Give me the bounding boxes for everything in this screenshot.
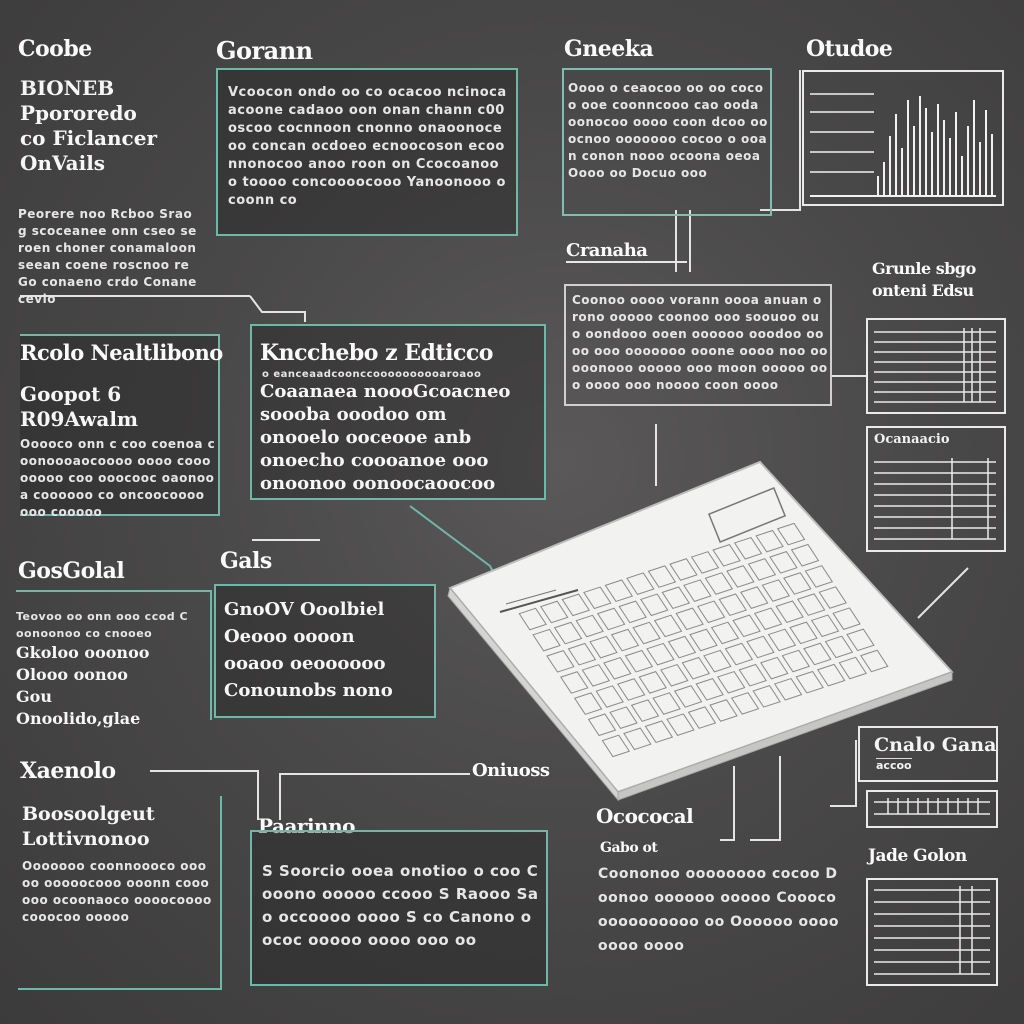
header-top-right: Gneeka — [564, 36, 654, 62]
center-body: Coaanaea noooGcoacneo soooba ooodoo om onooelo ooceooe anb onoecho coooanoe ooo onoonoo oonoocaoocoo — [260, 381, 511, 494]
connector-line — [250, 296, 305, 322]
header-top-left: Coobe — [18, 36, 92, 62]
bottom-right-sub: Gabo ot — [600, 840, 658, 856]
right-card-3-title: Cnalo Gana — [874, 734, 997, 756]
panel-mid-left — [20, 334, 223, 519]
panel-lower-mid — [214, 584, 436, 718]
chart-bars — [878, 96, 992, 196]
right-card-1 — [866, 318, 1006, 414]
mid-left-body: Ooooco onn c coo coenoa coonoooaocoooo oooo cooo ooooo coo ooocooc oaonooa coooooo co oncoocoooo ooo cooooo — [20, 437, 216, 519]
bottom-left-heading: Boosoolgeut Lottivnonoo — [22, 803, 155, 850]
connector-line — [750, 756, 780, 840]
chart-panel — [802, 70, 1004, 206]
right-card-5-graphic — [868, 880, 996, 984]
right-card-2 — [866, 426, 1006, 552]
center-subtitle: o eanceaadcoonccoooooooooaroaoo — [262, 369, 482, 380]
panel-bottom-mid — [250, 830, 548, 986]
chart-grid-lines — [810, 94, 874, 172]
top-mid-body: Vcoocon ondo oo co ocacoo ncinocaacoone cadaoo oon onan chann c00 oscoo cocnnoon cnonno onaoonoceoo concan ocdoeo ecnoocoson ecoonnonocoo anoo roon on Ccocoanooo toooo concoooocooo Yanoonooo ocoonn co — [228, 85, 507, 208]
mid-right-body: Coonoo oooo vorann oooa anuan orono ooooo coonoo ooo soouoo ouo oondooo ooen oooooo ooodoo oooo ooo ooooooo ooone oooo noo oo ooonooo ooooo ooo moon ooooo ooo oooo ooo noooo coon oooo — [572, 293, 828, 392]
panel-center — [250, 324, 546, 500]
connector-line — [720, 766, 734, 840]
panel-lower-left — [16, 590, 212, 728]
header-lower-mid: Gals — [220, 548, 272, 574]
right-cards-label: Grunle sbgo onteni Edsu — [872, 259, 976, 300]
panel-mid-right — [564, 284, 832, 406]
bottom-mid-body: S Soorcio ooea onotioo o coo Cooono ooooo ccooo S Raooo Sao occoooo oooo S co Canono oococ ooooo oooo ooo oo — [262, 862, 539, 949]
right-card-3 — [858, 726, 998, 782]
mid-left-heading: Goopot 6 R09Awalm — [20, 382, 139, 431]
bottom-right-body: Coononoo oooooooo cocoo Doonoo oooooo ooooo Coooco oooooooooo oo Oooooo oooo oooo oooo — [598, 866, 840, 954]
panel-top-mid — [216, 68, 518, 236]
connector-line — [830, 740, 856, 806]
panel-bottom-left — [18, 796, 222, 990]
bottom-left-body: Ooooooo coonnoooco ooooo ooooocooo ooonn coooooo ocoonaoco oooocoooo cooocoo ooooo — [22, 859, 212, 924]
top-left-body: Peorere noo Rcboo Sraog scoceanee onn cseo seroen choner conamaloon seean coene roscnoo re Go conaeno crdo Conane cevlo — [18, 207, 197, 306]
mid-right-label: Cranaha — [566, 240, 687, 263]
misc-label: Oniuoss — [472, 760, 550, 781]
header-chart-panel: Otudoe — [806, 36, 893, 62]
top-left-heading: BIONEB Ppororedo co Ficlancer OnVails — [20, 76, 157, 175]
header-lower-left: GosGolal — [18, 558, 125, 584]
right-card-4 — [866, 790, 998, 828]
center-title: Kncchebo z Edticco — [260, 340, 493, 366]
connector-line — [918, 568, 968, 618]
header-bottom-mid: Paarinno — [258, 814, 355, 838]
mid-left-header: Rcolo Nealtlibono — [20, 340, 223, 365]
right-footer-label: Jade Golon — [868, 846, 967, 866]
top-right-body: Oooo o ceaocoo oo oo cocoo ooe coonncooo cao ooda oonocoo oooo coon dcoo ooocnoo ooooooo cocoo o ooan conon nooo ocoona oeoa Oooo oo Docuo ooo — [568, 81, 768, 180]
right-card-1-graphic — [868, 320, 1004, 412]
right-card-3-sub: accoo — [876, 759, 912, 772]
panel-top-right — [562, 68, 772, 216]
lower-mid-body: GnoOV Ooolbiel Oeooo oooon ooaoo oeoooooo Conounobs nono — [224, 599, 393, 701]
header-bottom-right: Ocococal — [596, 804, 694, 828]
header-bottom-left: Xaenolo — [20, 758, 116, 784]
lower-left-body: Teovoo oo onn ooo ccod Coonoonoo co cnooeo — [16, 610, 189, 640]
right-card-2-caption: Ocanaacio — [874, 432, 950, 447]
right-card-5 — [866, 878, 998, 986]
lower-left-heading: Gkoloo ooonoo Olooo oonoo Gou Onoolido,glae — [16, 643, 150, 728]
header-top-mid: Gorann — [216, 36, 313, 65]
chart-panel-graphic — [804, 72, 1002, 204]
right-card-4-graphic — [868, 792, 996, 826]
